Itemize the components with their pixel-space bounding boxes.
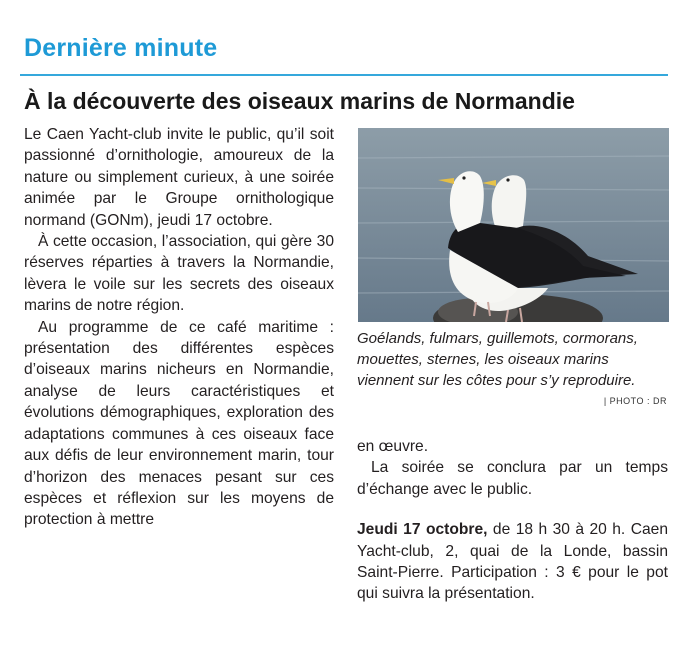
photo-caption: Goélands, fulmars, guillemots, cormorans, mouettes, sternes, les oiseaux marins viennent sur les côtes pour s’y reproduire.: [357, 330, 638, 389]
paragraph-programme-end: en œuvre.: [357, 438, 429, 455]
section-title: Dernière minute: [24, 34, 218, 62]
paragraph-programme: Au programme de ce café maritime : présentation des différentes espèces d’oiseaux marins nicheurs en Normandie, analyse de leurs caractéristiques et évolutions démographiques, exploration des adaptations communes à ces oiseaux face aux défis de leur environnement marin, tour d’horizon des menaces pesant sur ces espèces et réflexion sur les moyens de protection à mettre: [24, 318, 334, 529]
section-divider: [20, 74, 668, 76]
article-column-right: [357, 436, 668, 605]
article-column-left: [24, 124, 334, 531]
paragraph-intro: Le Caen Yacht-club invite le public, qu’il soit passionné d’ornithologie, amoureux de la nature ou simplement curieux, à une soirée animée par le Groupe ornithologique normand (GONm), jeudi 17 octobre.: [24, 126, 334, 229]
event-details: de 18 h 30 à 20 h. Caen Yacht-club, 2, quai de la Londe, bassin Saint-Pierre. Participation : 3 € pour le pot qui suivra la présentation.: [357, 521, 668, 603]
paragraph-closing: La soirée se conclura par un temps d’échange avec le public.: [357, 459, 668, 498]
practical-info: [357, 519, 668, 605]
seagulls-photo: [358, 128, 669, 322]
event-date: Jeudi 17 octobre,: [357, 521, 488, 539]
article-headline: À la découverte des oiseaux marins de Normandie: [24, 88, 575, 114]
photo-credit: | PHOTO : DR: [603, 396, 667, 406]
paragraph-association: À cette occasion, l’association, qui gère 30 réserves réparties à travers la Normandie, lèvera le voile sur les secrets des oiseaux marins de notre région.: [24, 233, 334, 315]
